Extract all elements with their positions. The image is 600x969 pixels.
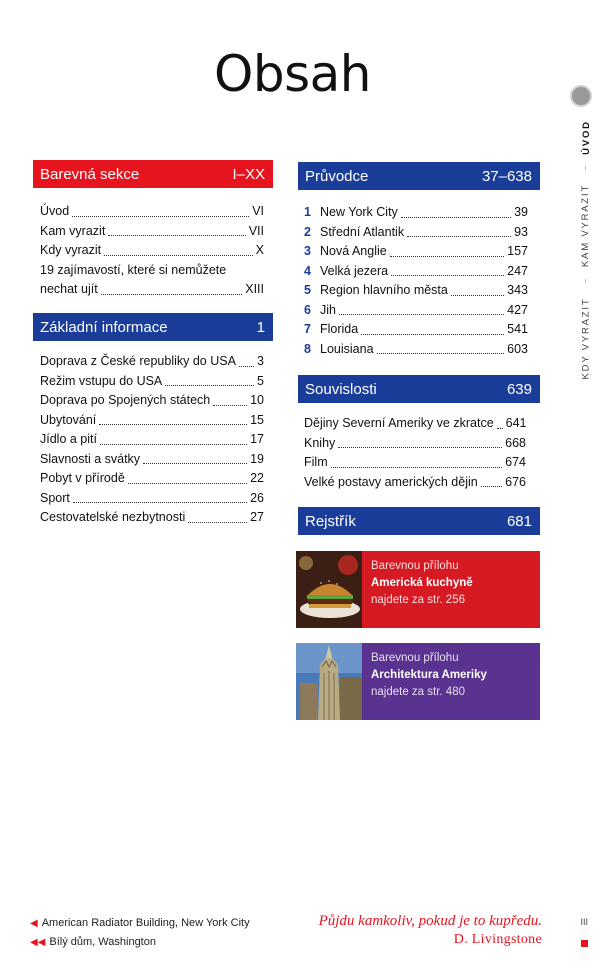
promo-text: Barevnou přílohu Architektura Ameriky najdete za str. 480 — [371, 652, 487, 698]
leader-dots — [481, 486, 502, 487]
section-header-zakladni[interactable]: Základní informace 1 — [33, 313, 273, 341]
leader-dots — [108, 235, 245, 236]
photo-captions — [30, 914, 250, 952]
leader-dots — [361, 334, 504, 335]
leader-dots — [100, 444, 247, 445]
section-header-pruvodce[interactable]: Průvodce 37–638 — [298, 162, 540, 190]
barevna-list — [40, 202, 264, 300]
quote-text: Půjdu kamkoliv, pokud je to kupředu. — [318, 913, 542, 929]
side-tab-kam-vyrazit[interactable]: KAM VYRAZIT — [580, 183, 592, 267]
toc-entry[interactable]: Kam vyrazit VII — [40, 223, 264, 238]
promo-americka-kuchyne[interactable] — [296, 551, 540, 628]
toc-entry[interactable]: Jídlo a pití 17 — [40, 432, 264, 446]
leader-dots — [339, 314, 504, 315]
leader-dots — [101, 294, 243, 295]
page-number: III — [580, 917, 588, 927]
leader-dots — [104, 255, 253, 256]
side-divider — [585, 279, 586, 283]
side-tab-kdy-vyrazit[interactable]: KDY VYRAZIT — [580, 297, 592, 379]
skyscraper-photo — [296, 643, 362, 720]
toc-entry[interactable]: 1 New York City 39 — [304, 205, 528, 219]
caption-line: ◀◀ Bílý dům, Washington — [30, 936, 156, 948]
toc-entry[interactable]: 7 Florida 541 — [304, 322, 528, 336]
toc-entry[interactable]: Film 674 — [304, 455, 526, 469]
section-header-barevna[interactable]: Barevná sekce I–XX — [33, 160, 273, 188]
leader-dots — [390, 256, 504, 257]
toc-entry[interactable]: Knihy 668 — [304, 435, 526, 450]
toc-entry[interactable]: Kdy vyrazit X — [40, 243, 264, 257]
leader-dots — [143, 463, 247, 464]
leader-dots — [99, 424, 247, 425]
toc-entry[interactable]: 6 Jih 427 — [304, 302, 528, 317]
left-arrow-icon: ◀ — [30, 918, 38, 929]
leader-dots — [73, 502, 247, 503]
toc-entry[interactable]: Sport 26 — [40, 490, 264, 505]
red-square-marker — [581, 940, 588, 947]
toc-entry-line[interactable]: 19 zajímavostí, které si nemůžete — [40, 262, 227, 277]
toc-entry[interactable]: Režim vstupu do USA 5 — [40, 373, 264, 388]
leader-dots — [331, 467, 503, 468]
leader-dots — [401, 217, 511, 218]
leader-dots — [338, 447, 502, 448]
leader-dots — [377, 353, 505, 354]
toc-entry[interactable]: 2 Střední Atlantik 93 — [304, 224, 528, 239]
toc-entry[interactable]: Dějiny Severní Ameriky ve zkratce 641 — [304, 416, 527, 430]
leader-dots — [165, 385, 254, 386]
leader-dots — [407, 236, 511, 237]
quote — [319, 913, 542, 948]
quote-author: D. Livingstone — [453, 932, 542, 947]
burger-photo — [296, 551, 362, 628]
toc-entry[interactable]: Doprava po Spojených státech 10 — [40, 393, 264, 407]
side-circle-icon — [570, 85, 592, 107]
leader-dots — [213, 405, 247, 406]
leader-dots — [72, 216, 249, 217]
leader-dots — [188, 522, 247, 523]
leader-dots — [128, 483, 247, 484]
toc-entry[interactable]: 3 Nová Anglie 157 — [304, 244, 528, 258]
leader-dots — [451, 295, 504, 296]
double-left-arrow-icon: ◀◀ — [30, 937, 46, 948]
toc-entry[interactable]: 8 Louisiana 603 — [304, 341, 528, 356]
toc-entry[interactable]: 4 Velká jezera 247 — [304, 263, 528, 278]
leader-dots — [239, 366, 254, 367]
toc-entry[interactable]: Velké postavy amerických dějin 676 — [304, 474, 526, 489]
side-divider — [585, 166, 586, 170]
zakladni-list — [40, 352, 264, 528]
toc-entry[interactable]: 5 Region hlavního města 343 — [304, 283, 528, 297]
leader-dots — [497, 428, 503, 429]
pruvodce-list — [304, 203, 528, 359]
toc-entry[interactable]: Úvod VI — [40, 204, 264, 218]
section-header-souvislosti[interactable]: Souvislosti 639 — [298, 375, 540, 403]
side-tab-uvod[interactable]: ÚVOD — [580, 119, 592, 155]
toc-entry[interactable]: Ubytování 15 — [40, 412, 264, 427]
toc-entry[interactable]: Cestovatelské nezbytnosti 27 — [40, 510, 264, 524]
promo-architektura-ameriky[interactable] — [296, 643, 540, 720]
caption-line: ◀ American Radiator Building, New York City — [30, 917, 250, 929]
toc-entry[interactable]: Pobyt v přírodě 22 — [40, 471, 264, 485]
page-title: Obsah — [214, 45, 371, 103]
promo-text: Barevnou přílohu Americká kuchyně najdete za str. 256 — [371, 560, 473, 606]
leader-dots — [391, 275, 504, 276]
toc-entry[interactable]: Doprava z České republiky do USA 3 — [40, 354, 264, 368]
section-header-rejstrik[interactable]: Rejstřík 681 — [298, 507, 540, 535]
souvislosti-list — [304, 414, 526, 492]
toc-entry[interactable]: nechat ujít XIII — [40, 282, 264, 296]
toc-entry[interactable]: Slavnosti a svátky 19 — [40, 451, 264, 466]
